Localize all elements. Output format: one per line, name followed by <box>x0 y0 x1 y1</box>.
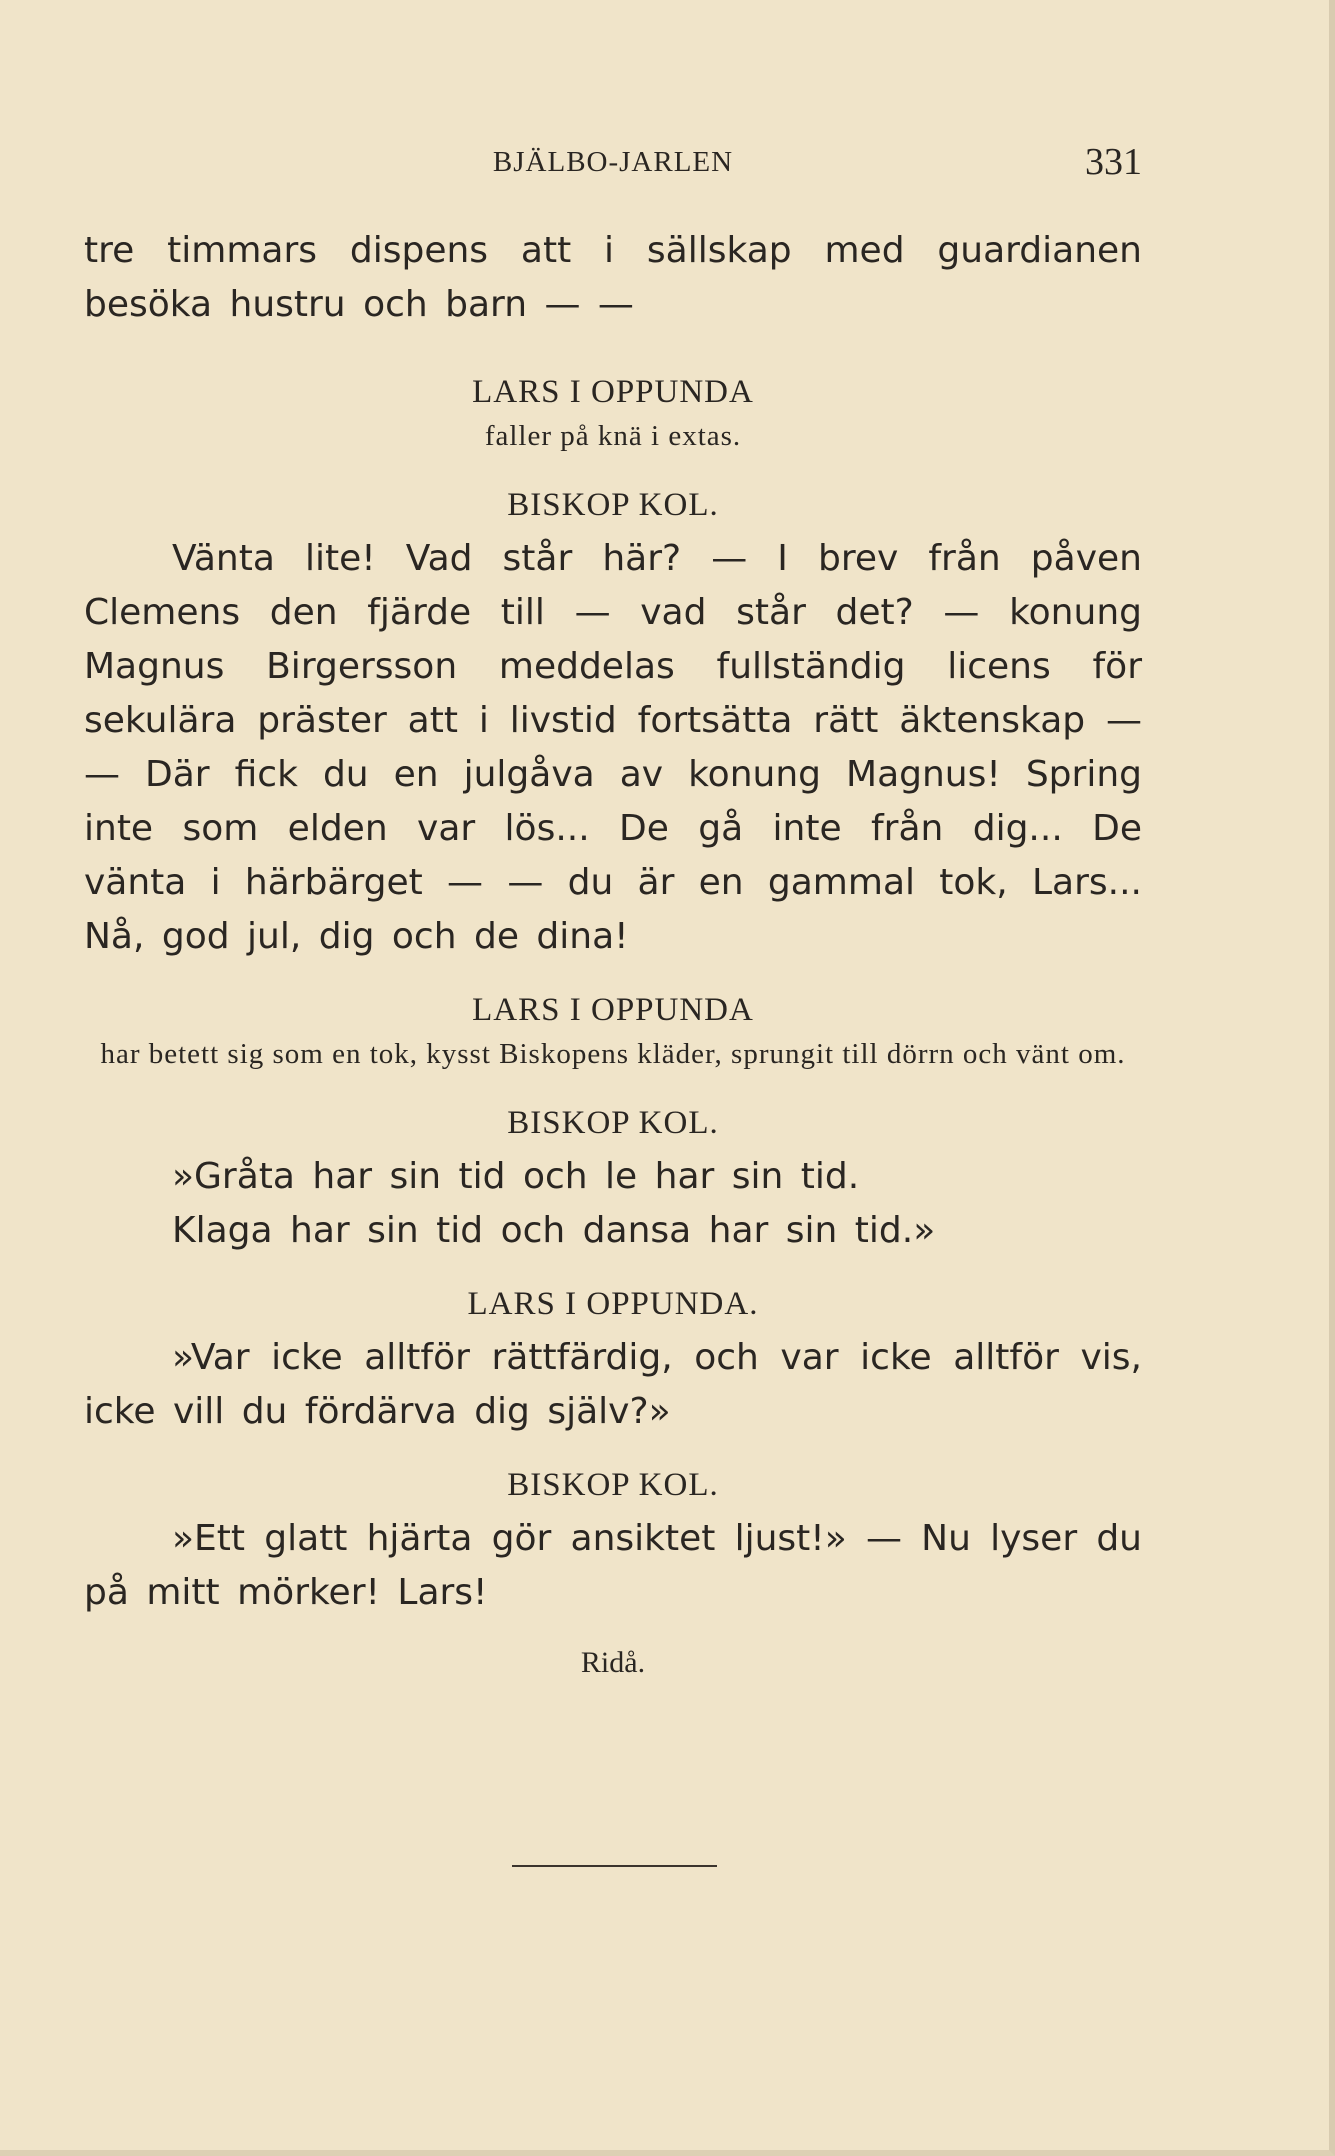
stage-direction-1: faller på knä i extas. <box>484 420 742 452</box>
speaker-lars-2: LARS I OPPUNDA <box>472 992 754 1028</box>
page-text <box>84 224 1142 1680</box>
paragraph-1: tre timmars dispens att i sällskap med guardianen besöka hustru och barn — — <box>84 230 1142 325</box>
paragraph-4: »Ett glatt hjärta gör ansiktet ljust!» — Nu lyser du på mitt mörker! Lars! <box>84 1518 1142 1613</box>
running-title: BJÄLBO-JARLEN <box>492 146 734 178</box>
end-rule <box>512 1865 717 1867</box>
page-number: 331 <box>1085 141 1142 183</box>
paragraph-3: »Var icke alltför rättfärdig, och var icke alltför vis, icke vill du fördärva dig själv?» <box>84 1337 1142 1432</box>
speaker-biskop-1: BISKOP KOL. <box>507 487 719 523</box>
speaker-lars-3: LARS I OPPUNDA. <box>467 1286 759 1322</box>
stage-direction-2: har betett sig som en tok, kysst Biskopens kläder, sprungit till dörrn och vänt om. <box>100 1038 1126 1070</box>
speaker-biskop-2: BISKOP KOL. <box>507 1105 719 1141</box>
speaker-lars-1: LARS I OPPUNDA <box>472 374 754 410</box>
paragraph-2: Vänta lite! Vad står här? — I brev från påven Clemens den fjärde till — vad står det? — konung Magnus Birgersson meddelas fullständig licens för sekulära präster att i livstid fortsätta rätt äktenskap — — Där fick du en julgåva av konung Magnus! Spring inte som elden var lös... De gå inte från dig... De vänta i härbärget — — du är en gammal tok, Lars... Nå, god jul, dig och de dina! <box>84 538 1142 957</box>
speaker-biskop-3: BISKOP KOL. <box>507 1467 719 1503</box>
curtain-note: Ridå. <box>580 1646 646 1679</box>
page-header <box>84 141 1142 190</box>
verse-line-2: Klaga har sin tid och dansa har sin tid.» <box>172 1210 936 1251</box>
verse-line-1: »Gråta har sin tid och le har sin tid. <box>172 1156 860 1197</box>
